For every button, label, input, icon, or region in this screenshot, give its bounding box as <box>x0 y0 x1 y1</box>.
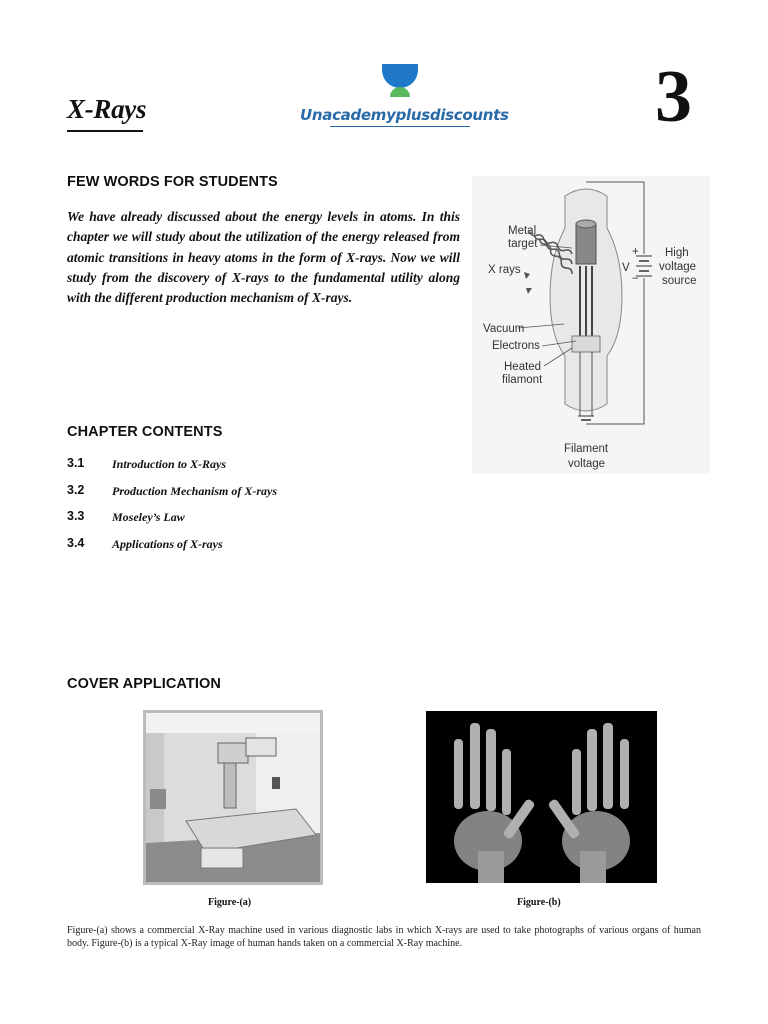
label-minus: − <box>632 273 639 285</box>
toc-number: 3.1 <box>67 456 85 470</box>
label-high: High <box>665 247 689 259</box>
toc-number: 3.4 <box>67 535 85 550</box>
label-filament-voltage-2: voltage <box>568 458 606 470</box>
toc-title: Applications of X-rays <box>112 536 223 551</box>
list-item <box>67 536 447 563</box>
label-source: source <box>662 275 697 287</box>
brand-logo <box>300 62 509 134</box>
title-underline <box>67 130 143 132</box>
list-item <box>67 456 447 483</box>
xray-machine-photo <box>143 710 323 885</box>
xray-tube-figure <box>472 176 710 474</box>
label-v: V <box>622 262 630 274</box>
list-item <box>67 509 447 536</box>
label-filament-heated: filamont <box>502 374 543 386</box>
cover-heading: COVER APPLICATION <box>67 676 221 692</box>
logo-mark-icon <box>300 62 504 102</box>
label-electrons: Electrons <box>492 340 540 352</box>
chapter-title: X-Rays <box>67 94 147 124</box>
label-x-rays: X rays <box>488 264 521 276</box>
label-plus: + <box>632 246 639 258</box>
caption-figure-b: Figure-(b) <box>517 897 561 908</box>
label-vacuum: Vacuum <box>483 323 525 335</box>
label-voltage: voltage <box>659 261 697 273</box>
toc-title: Production Mechanism of X-rays <box>112 483 278 498</box>
toc-number: 3.2 <box>67 482 85 497</box>
toc-title: Introduction to X-Rays <box>112 457 227 471</box>
intro-paragraph: We have already discussed about the energy levels in atoms. In this chapter we will study about the utilization of the energy released from atomic transitions in heavy atoms in the form of X-rays. Now we will study from the discovery of X-rays to the fundamental utility along with the different production mechanism of X-rays. <box>67 209 460 306</box>
few-words-heading: FEW WORDS FOR STUDENTS <box>67 174 278 190</box>
label-heated: Heated <box>504 361 542 373</box>
toc-title: Moseley’s Law <box>112 510 185 524</box>
label-metal-target-2: target <box>508 238 538 250</box>
contents-list <box>67 456 447 562</box>
hand-xray-photo <box>426 711 657 883</box>
logo-text: Unacademyplusdiscounts <box>300 106 509 124</box>
label-filament-voltage: Filament <box>564 443 609 455</box>
cover-description: Figure-(a) shows a commercial X-Ray machine used in various diagnostic labs in which X-rays are used to take photographs of various organs of human body. Figure-(b) is a typical X-Ray image of human hands taken on a commercial X-Ray machine. <box>67 925 701 949</box>
caption-figure-a: Figure-(a) <box>208 897 252 908</box>
chapter-number: 3 <box>655 56 692 138</box>
contents-heading: CHAPTER CONTENTS <box>67 424 223 440</box>
logo-underline <box>330 126 470 127</box>
list-item <box>67 483 447 510</box>
toc-number: 3.3 <box>67 509 85 523</box>
label-metal-target: Metal <box>508 225 537 237</box>
